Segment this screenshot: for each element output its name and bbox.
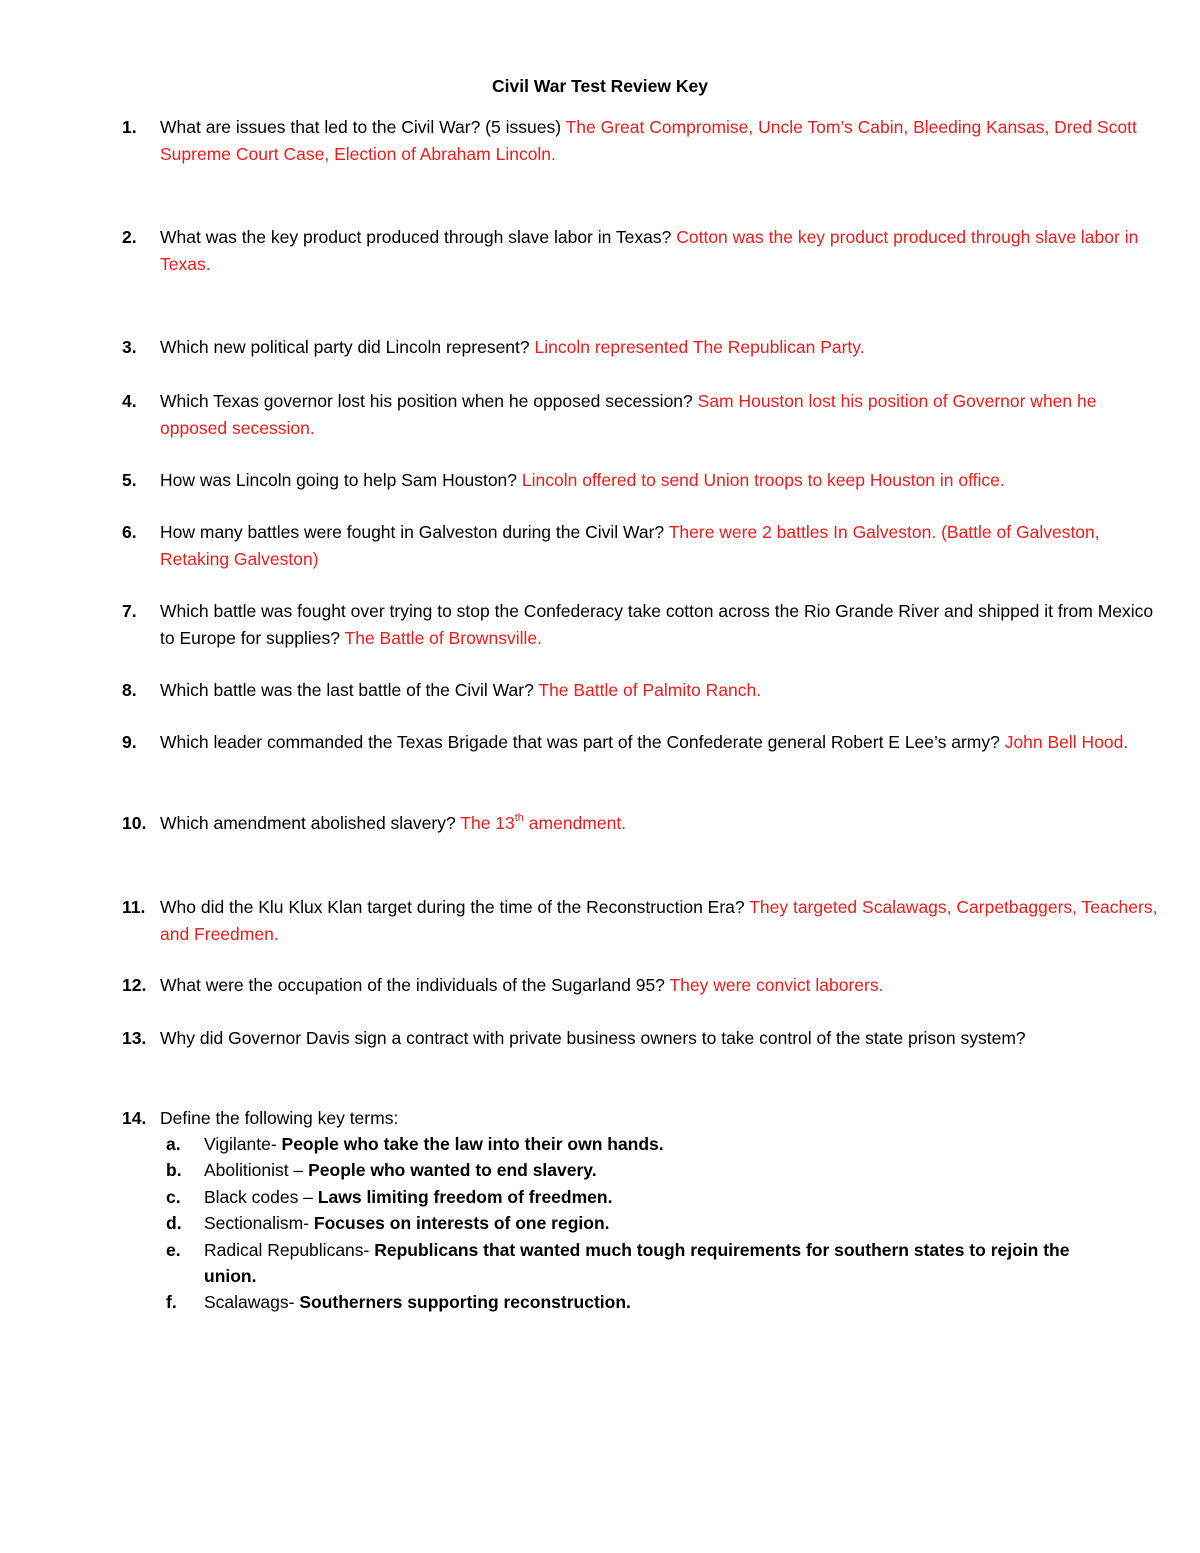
question-1 — [122, 114, 1162, 168]
document-title: Civil War Test Review Key — [492, 76, 708, 96]
question-number: 8. — [122, 680, 137, 700]
answer-text: The Battle of Palmito Ranch. — [538, 680, 762, 700]
key-terms-list — [166, 1131, 1126, 1316]
question-5 — [122, 467, 1162, 494]
question-text: Which Texas governor lost his position when he opposed secession? — [160, 391, 698, 411]
answer-text: The 13th amendment. — [460, 812, 627, 833]
key-term-item — [166, 1131, 1126, 1157]
question-8 — [122, 677, 1162, 704]
term-name: Scalawags- — [204, 1292, 300, 1313]
answer-text: Lincoln represented The Republican Party. — [534, 337, 865, 357]
question-11 — [122, 894, 1162, 948]
term-name: Sectionalism- — [204, 1213, 314, 1234]
term-letter: b. — [166, 1160, 182, 1181]
question-14 — [122, 1105, 1162, 1132]
answer-text: The Great Compromise, Uncle Tom’s Cabin, Bleeding Kansas, Dred Scott Supreme Court Case, Election of Abraham Lincoln. — [160, 117, 1137, 164]
question-12 — [122, 972, 1162, 999]
question-text: Why did Governor Davis sign a contract with private business owners to take control of the state prison system? — [160, 1028, 1026, 1048]
term-name: Black codes – — [204, 1186, 318, 1207]
term-definition: Southerners supporting reconstruction. — [299, 1292, 631, 1313]
question-text: How was Lincoln going to help Sam Houston? — [160, 470, 522, 490]
term-definition: People who take the law into their own hands. — [281, 1134, 664, 1154]
answer-text: Lincoln offered to send Union troops to keep Houston in office. — [521, 470, 1005, 490]
term-letter: c. — [166, 1186, 181, 1207]
question-text: Who did the Klu Klux Klan target during the time of the Reconstruction Era? — [160, 897, 750, 917]
question-text: How many battles were fought in Galveston during the Civil War? — [160, 522, 669, 542]
term-definition: Focuses on interests of one region. — [313, 1213, 610, 1234]
question-number: 14. — [122, 1108, 147, 1128]
term-letter: d. — [166, 1213, 182, 1234]
question-number: 10. — [122, 813, 147, 833]
answer-text: There were 2 battles In Galveston. (Battle of Galveston, Retaking Galveston) — [160, 522, 1100, 569]
question-6 — [122, 519, 1162, 573]
question-number: 7. — [122, 601, 137, 621]
term-definition: Republicans that wanted much tough requirements for southern states to rejoin the union. — [204, 1239, 1070, 1287]
question-number: 11. — [122, 897, 146, 917]
question-text: What are issues that led to the Civil War? (5 issues) — [160, 117, 566, 137]
question-4 — [122, 388, 1162, 442]
question-9 — [122, 729, 1162, 756]
question-text: Which battle was fought over trying to stop the Confederacy take cotton across the Rio Grande River and shipped it from Mexico to Europe for supplies? — [160, 601, 1154, 648]
question-text: Which leader commanded the Texas Brigade that was part of the Confederate general Robert E Lee’s army? — [160, 732, 1005, 752]
question-2 — [122, 224, 1162, 278]
question-3 — [122, 334, 1162, 361]
question-7 — [122, 598, 1162, 652]
ordinal-superscript: th — [514, 812, 524, 825]
answer-text: John Bell Hood. — [1004, 732, 1129, 752]
term-name: Vigilante- — [204, 1134, 282, 1154]
key-term-item — [166, 1157, 1126, 1183]
answer-text: The Battle of Brownsville. — [344, 628, 542, 648]
term-name: Radical Republicans- — [204, 1239, 375, 1260]
question-text: Which battle was the last battle of the Civil War? — [160, 680, 539, 700]
key-term-item — [166, 1237, 1126, 1290]
question-13 — [122, 1025, 1162, 1052]
question-number: 9. — [122, 732, 137, 752]
key-term-item — [166, 1289, 1126, 1315]
question-10 — [122, 810, 1162, 837]
question-text: What was the key product produced through slave labor in Texas? — [160, 227, 677, 247]
term-letter: a. — [166, 1134, 181, 1154]
question-number: 5. — [122, 470, 137, 490]
question-text: Which new political party did Lincoln represent? — [160, 337, 535, 357]
answer-text: They were convict laborers. — [669, 975, 884, 995]
question-text: Which amendment abolished slavery? — [160, 813, 461, 833]
answer-text: They targeted Scalawags, Carpetbaggers, Teachers, and Freedmen. — [160, 897, 1158, 944]
term-name: Abolitionist – — [204, 1160, 309, 1181]
question-text: What were the occupation of the individuals of the Sugarland 95? — [160, 975, 670, 995]
question-number: 12. — [122, 975, 147, 995]
term-letter: f. — [166, 1292, 177, 1313]
question-text: Define the following key terms: — [160, 1108, 399, 1128]
question-number: 4. — [122, 391, 137, 411]
question-number: 6. — [122, 522, 137, 542]
question-number: 2. — [122, 227, 137, 247]
term-definition: People who wanted to end slavery. — [308, 1160, 597, 1181]
term-definition: Laws limiting freedom of freedmen. — [317, 1186, 613, 1207]
answer-text: Cotton was the key product produced through slave labor in Texas. — [160, 227, 1139, 274]
key-term-item — [166, 1184, 1126, 1210]
question-number: 3. — [122, 337, 137, 357]
answer-text: Sam Houston lost his position of Governor when he opposed secession. — [160, 391, 1097, 438]
term-letter: e. — [166, 1239, 181, 1260]
key-term-item — [166, 1210, 1126, 1236]
question-number: 13. — [122, 1028, 147, 1048]
question-number: 1. — [122, 117, 137, 137]
